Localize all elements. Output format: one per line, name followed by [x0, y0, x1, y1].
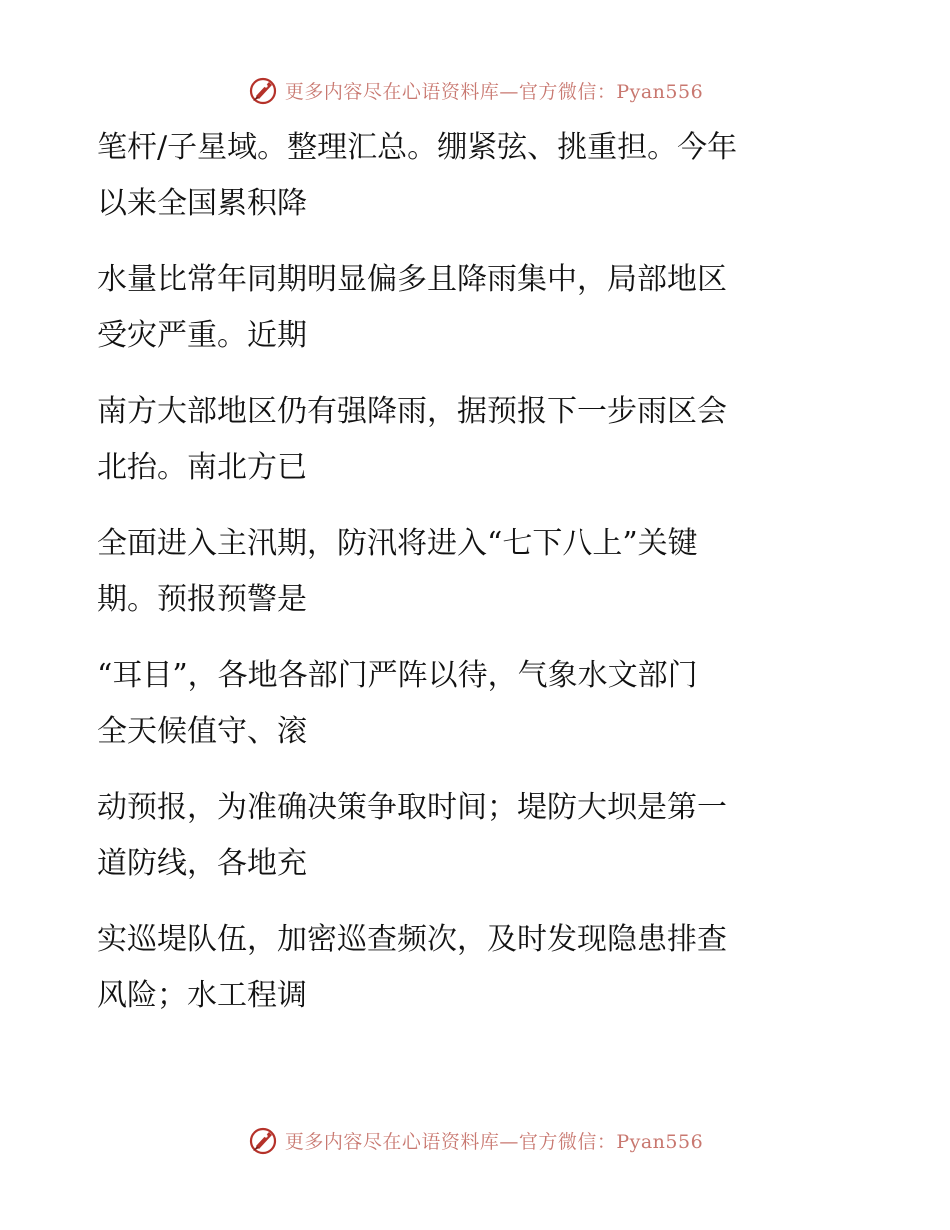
- text-line: 期。预报预警是: [97, 582, 307, 617]
- text-line: 水量比常年同期明显偏多且降雨集中，局部地区: [97, 262, 727, 297]
- watermark-dash: —: [499, 1130, 519, 1153]
- text-line: 道防线，各地充: [97, 846, 307, 881]
- text-line: 实巡堤队伍，加密巡查频次，及时发现隐患排查: [97, 922, 727, 957]
- text-line: 风险；水工程调: [97, 978, 307, 1013]
- text-line: 南方大部地区仍有强降雨，据预报下一步雨区会: [97, 394, 727, 429]
- watermark-group: [247, 74, 703, 106]
- quill-pen-logo-icon: [247, 74, 279, 106]
- watermark-text: [285, 77, 703, 104]
- text-line: 受灾严重。近期: [97, 318, 307, 353]
- watermark-header: [0, 70, 950, 110]
- paragraph: [97, 120, 837, 232]
- paragraph: [97, 516, 837, 628]
- watermark-text: [285, 1127, 703, 1154]
- text-line: 全天候值守、滚: [97, 714, 307, 749]
- watermark-title: 更多内容尽在心语资料库: [284, 1130, 500, 1153]
- text-line: “耳目”，各地各部门严阵以待，气象水文部门: [97, 658, 698, 693]
- paragraph: [97, 384, 837, 496]
- text-line: 北抬。南北方已: [97, 450, 307, 485]
- text-line: 笔杆/子星域。整理汇总。绷紧弦、挑重担。今年: [97, 130, 738, 165]
- paragraph: [97, 912, 837, 1024]
- paragraph: [97, 648, 837, 760]
- watermark-title: 更多内容尽在心语资料库: [284, 80, 500, 103]
- paragraph: [97, 252, 837, 364]
- watermark-dash: —: [499, 80, 519, 103]
- watermark-footer: [0, 1120, 950, 1160]
- watermark-group: [247, 1124, 703, 1156]
- quill-pen-logo-icon: [247, 1124, 279, 1156]
- watermark-suffix: 官方微信：Pyan556: [518, 80, 704, 103]
- document-body: [97, 120, 837, 1024]
- text-line: 动预报，为准确决策争取时间；堤防大坝是第一: [97, 790, 727, 825]
- text-line: 以来全国累积降: [97, 186, 307, 221]
- paragraph: [97, 780, 837, 892]
- watermark-suffix: 官方微信：Pyan556: [518, 1130, 704, 1153]
- text-line: 全面进入主汛期，防汛将进入“七下八上”关键: [97, 526, 698, 561]
